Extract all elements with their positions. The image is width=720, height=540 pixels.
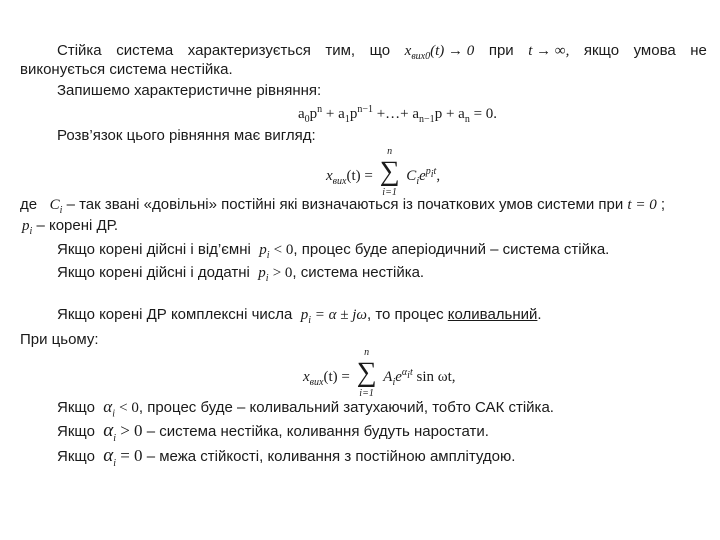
characteristic-equation: $a_0p^n + a_1p^{n-1}$ +…+ $a_{n-1}p + a_n = 0$. <box>298 104 498 125</box>
underlined-term: коливальний <box>447 306 538 323</box>
sum-symbol: n ∑ i=1 <box>379 146 400 198</box>
word: умова <box>633 42 676 59</box>
word: при <box>488 42 514 59</box>
word: не <box>690 42 707 59</box>
paragraph-alpha-positive: Якщо $\alpha_i > 0$ – система нестійка, коливання будуть наростати. <box>57 420 489 444</box>
word: Стійка <box>57 42 102 59</box>
word: тим, <box>325 42 356 59</box>
time-limit-expression: t → ∞, <box>528 43 570 59</box>
paragraph-alpha-zero: Якщо $\alpha_i = 0$ – межа стійкості, коливання з постійною амплітудою. <box>57 445 516 469</box>
solution-formula: $x_{вих}(t)$ = n ∑ i=1 $C_ie^{p_it}$, <box>326 146 441 198</box>
word: система <box>116 42 174 59</box>
paragraph-real-negative: Якщо корені дійсні і від’ємні $p_i < 0$, процес буде аперіодичний – система стійка. <box>57 241 610 261</box>
paragraph-alpha-negative: Якщо $\alpha_i < 0$, процес буде – коливальний затухаючий, тобто САК стійка. <box>57 397 554 420</box>
paragraph-solution-intro: Розв’язок цього рівняння має вигляд: <box>57 127 316 144</box>
constant-symbol: $C_i$ <box>49 197 63 216</box>
paragraph-line: виконується система нестійка. <box>20 61 233 78</box>
paragraph-complex-roots: Якщо корені ДР комплексні числа $p_i = \alpha \pm j\omega$, то процес коливальний. <box>57 306 542 326</box>
oscillation-formula: $x_{вих}(t)$ = n ∑ i=1 $A_ie^{\alpha_it}$ sin ωt, <box>303 347 456 399</box>
word: що <box>369 42 391 59</box>
output-limit-expression: $x_{вих0}(t) \to 0$ <box>404 43 475 62</box>
word: характеризується <box>187 42 311 59</box>
paragraph-constants: де $C_i$ – так звані «довільні» постійні які визначаються із початкових умов системи при t = 0 ; <box>20 196 666 216</box>
paragraph-real-positive: Якщо корені дійсні і додатні $p_i > 0$, система нестійка. <box>57 264 425 284</box>
paragraph-thus: При цьому: <box>20 331 99 348</box>
paragraph-roots: $p_i$ – корені ДР. <box>22 217 119 237</box>
paragraph-char-equation-intro: Запишемо характеристичне рівняння: <box>57 82 322 99</box>
sum-symbol: n ∑ i=1 <box>356 347 377 399</box>
word: якщо <box>583 42 620 59</box>
